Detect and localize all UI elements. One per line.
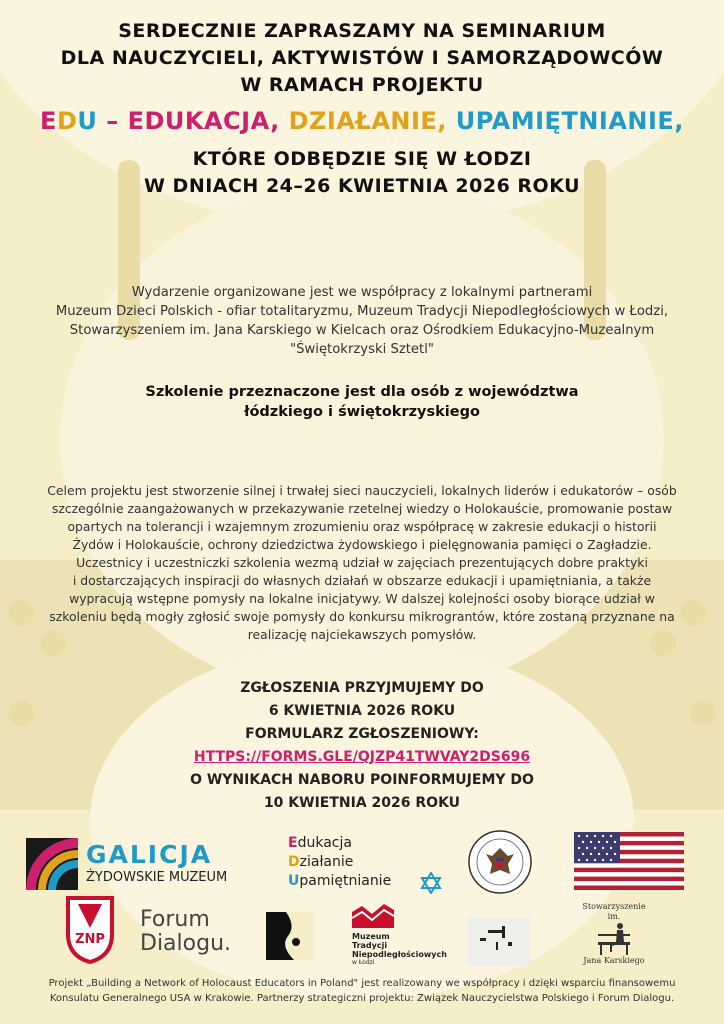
galicja-emblem-icon bbox=[26, 838, 78, 890]
edu-logo-upamietnianie: pamiętnianie bbox=[299, 873, 392, 889]
header-line-3: W RAMACH PROJEKTU bbox=[240, 74, 484, 96]
footer-note bbox=[20, 976, 704, 1006]
znp-shield-icon bbox=[64, 894, 116, 964]
edu-logo-dzialanie: ziałanie bbox=[299, 854, 354, 870]
header-line-2: DLA NAUCZYCIELI, AKTYWISTÓW I SAMORZĄDOWCÓW bbox=[60, 47, 664, 69]
intro-line-3: Stowarzyszeniem im. Jana Karskiego w Kielcach oraz Ośrodkiem Edukacyjno-Muzealnym bbox=[69, 323, 655, 338]
karski-association-logo bbox=[574, 902, 654, 972]
galicja-subtitle: ŻYDOWSKIE MUZEUM bbox=[86, 870, 228, 885]
independence-museum-line-1: Muzeum bbox=[352, 932, 390, 941]
us-flag-icon bbox=[574, 832, 684, 890]
project-title-d: D bbox=[56, 107, 78, 135]
mission-line-4: Żydów i Holokauście, ochrony dziedzictwa żydowskiego i pielęgnowania pamięci o Zagładzie. bbox=[72, 537, 652, 552]
children-museum-logo bbox=[266, 912, 314, 960]
project-title-u: U bbox=[77, 107, 98, 135]
header-line-6: W DNIACH 24–26 KWIETNIA 2026 ROKU bbox=[143, 175, 581, 197]
karski-line-2: im. bbox=[607, 912, 621, 921]
footer-line-1: Projekt „Building a Network of Holocaust Educators in Poland" jest realizowany we współpracy i dzięki wsparciu finansowemu bbox=[48, 978, 676, 989]
independence-museum-flag-icon bbox=[352, 902, 394, 928]
results-announcement-label: O WYNIKACH NABORU POINFORMUJEMY DO bbox=[190, 772, 534, 788]
forum-dialogu-line-1: Forum bbox=[140, 907, 210, 932]
independence-museum-logo bbox=[352, 902, 452, 966]
footer-line-2: Konsulatu Generalnego USA w Krakowie. Partnerzy strategiczni projektu: Związek Nauczycielstwa Polskiego i Forum Dialogu. bbox=[49, 993, 675, 1004]
registration-deadline-date: 6 KWIETNIA 2026 ROKU bbox=[268, 703, 456, 719]
edu-logo-edukacja: dukacja bbox=[297, 835, 352, 851]
us-flag bbox=[574, 832, 684, 890]
results-announcement-date: 10 KWIETNIA 2026 ROKU bbox=[263, 795, 461, 811]
karski-line-1: Stowarzyszenie bbox=[582, 902, 646, 911]
target-audience-line-1: Szkolenie przeznaczone jest dla osób z województwa bbox=[145, 384, 579, 400]
galicja-title: GALICJA bbox=[86, 840, 213, 869]
edu-project-logo bbox=[288, 834, 448, 896]
registration-form-link-row bbox=[0, 745, 724, 769]
znp-text: ZNP bbox=[75, 932, 105, 947]
project-title-e: E bbox=[40, 107, 57, 135]
project-title-upamietnianie: UPAMIĘTNIANIE, bbox=[455, 107, 684, 135]
independence-museum-line-3: Niepodległościowych bbox=[352, 950, 447, 959]
edu-logo-e: E bbox=[288, 835, 298, 851]
sztetl-pixel-icon bbox=[468, 918, 530, 966]
children-museum-icon bbox=[266, 912, 314, 960]
independence-museum-line-4: w Łodzi bbox=[352, 959, 375, 966]
swietokrzyski-sztetl-logo bbox=[468, 918, 530, 966]
galicja-museum-logo bbox=[26, 838, 240, 890]
project-title-dzialanie: DZIAŁANIE, bbox=[288, 107, 456, 135]
project-title-edukacja: – EDUKACJA, bbox=[97, 107, 289, 135]
mission-line-9: realizację najciekawszych pomysłów. bbox=[247, 627, 477, 642]
project-title bbox=[0, 106, 724, 136]
independence-museum-line-2: Tradycji bbox=[352, 941, 388, 950]
intro-line-4: "Świętokrzyski Sztetl" bbox=[290, 342, 434, 357]
edu-logo-line-2 bbox=[288, 853, 448, 872]
forum-dialogu-line-2: Dialogu. bbox=[140, 931, 232, 956]
edu-logo-d: D bbox=[288, 854, 300, 870]
registration-form-label: FORMULARZ ZGŁOSZENIOWY: bbox=[245, 726, 479, 742]
forum-dialogu-logo bbox=[140, 908, 250, 958]
intro-line-1: Wydarzenie organizowane jest we współpracy z lokalnymi partnerami bbox=[131, 285, 593, 300]
mission-line-8: szkoleniu będą mogły zgłosić swoje pomysły do konkursu mikrograntów, które zostaną przyznane na bbox=[49, 609, 675, 624]
mission-line-7: wypracują wstępne pomysły na lokalne inicjatywy. W dalszej kolejności osoby biorące udział w bbox=[69, 591, 655, 606]
star-of-david-icon bbox=[420, 872, 442, 894]
registration-form-link[interactable]: HTTPS://FORMS.GLE/QJZP41TWVAY2DS696 bbox=[193, 749, 531, 765]
header-line-5: KTÓRE ODBĘDZIE SIĘ W ŁODZI bbox=[192, 148, 532, 170]
us-consulate-seal bbox=[468, 830, 532, 894]
mission-line-6: i dostarczających inspiracji do własnych działań w obszarze edukacji i upamiętniania, a także bbox=[72, 573, 652, 588]
target-audience-line-2: łódzkiego i świętokrzyskiego bbox=[244, 404, 480, 420]
mission-line-5: Uczestnicy i uczestniczki szkolenia wezmą udział w zajęciach prezentujących dobre praktyki bbox=[76, 555, 648, 570]
header-line-1: SERDECZNIE ZAPRASZAMY NA SEMINARIUM bbox=[118, 20, 606, 42]
karski-line-3: Jana Karskiego bbox=[583, 956, 645, 965]
mission-line-3: opartych na tolerancji i wzajemnym zrozumieniu oraz współpracę w zakresie edukacji o historii bbox=[67, 519, 657, 534]
karski-bench-statue-icon bbox=[594, 922, 634, 956]
consulate-seal-icon bbox=[468, 830, 532, 894]
mission-line-1: Celem projektu jest stworzenie silnej i trwałej sieci nauczycieli, lokalnych liderów i edukatorów – osób bbox=[47, 483, 677, 498]
edu-logo-u: U bbox=[288, 873, 300, 889]
mission-line-2: szczególnie zaangażowanych w przekazywanie rzetelnej wiedzy o Holokauście, promowanie postaw bbox=[51, 501, 673, 516]
intro-line-2: Muzeum Dzieci Polskich - ofiar totalitaryzmu, Muzeum Tradycji Niepodległościowych w Łodzi, bbox=[55, 304, 669, 319]
znp-logo bbox=[64, 894, 116, 964]
registration-deadline-label: ZGŁOSZENIA PRZYJMUJEMY DO bbox=[240, 680, 484, 696]
edu-logo-line-1 bbox=[288, 834, 448, 853]
